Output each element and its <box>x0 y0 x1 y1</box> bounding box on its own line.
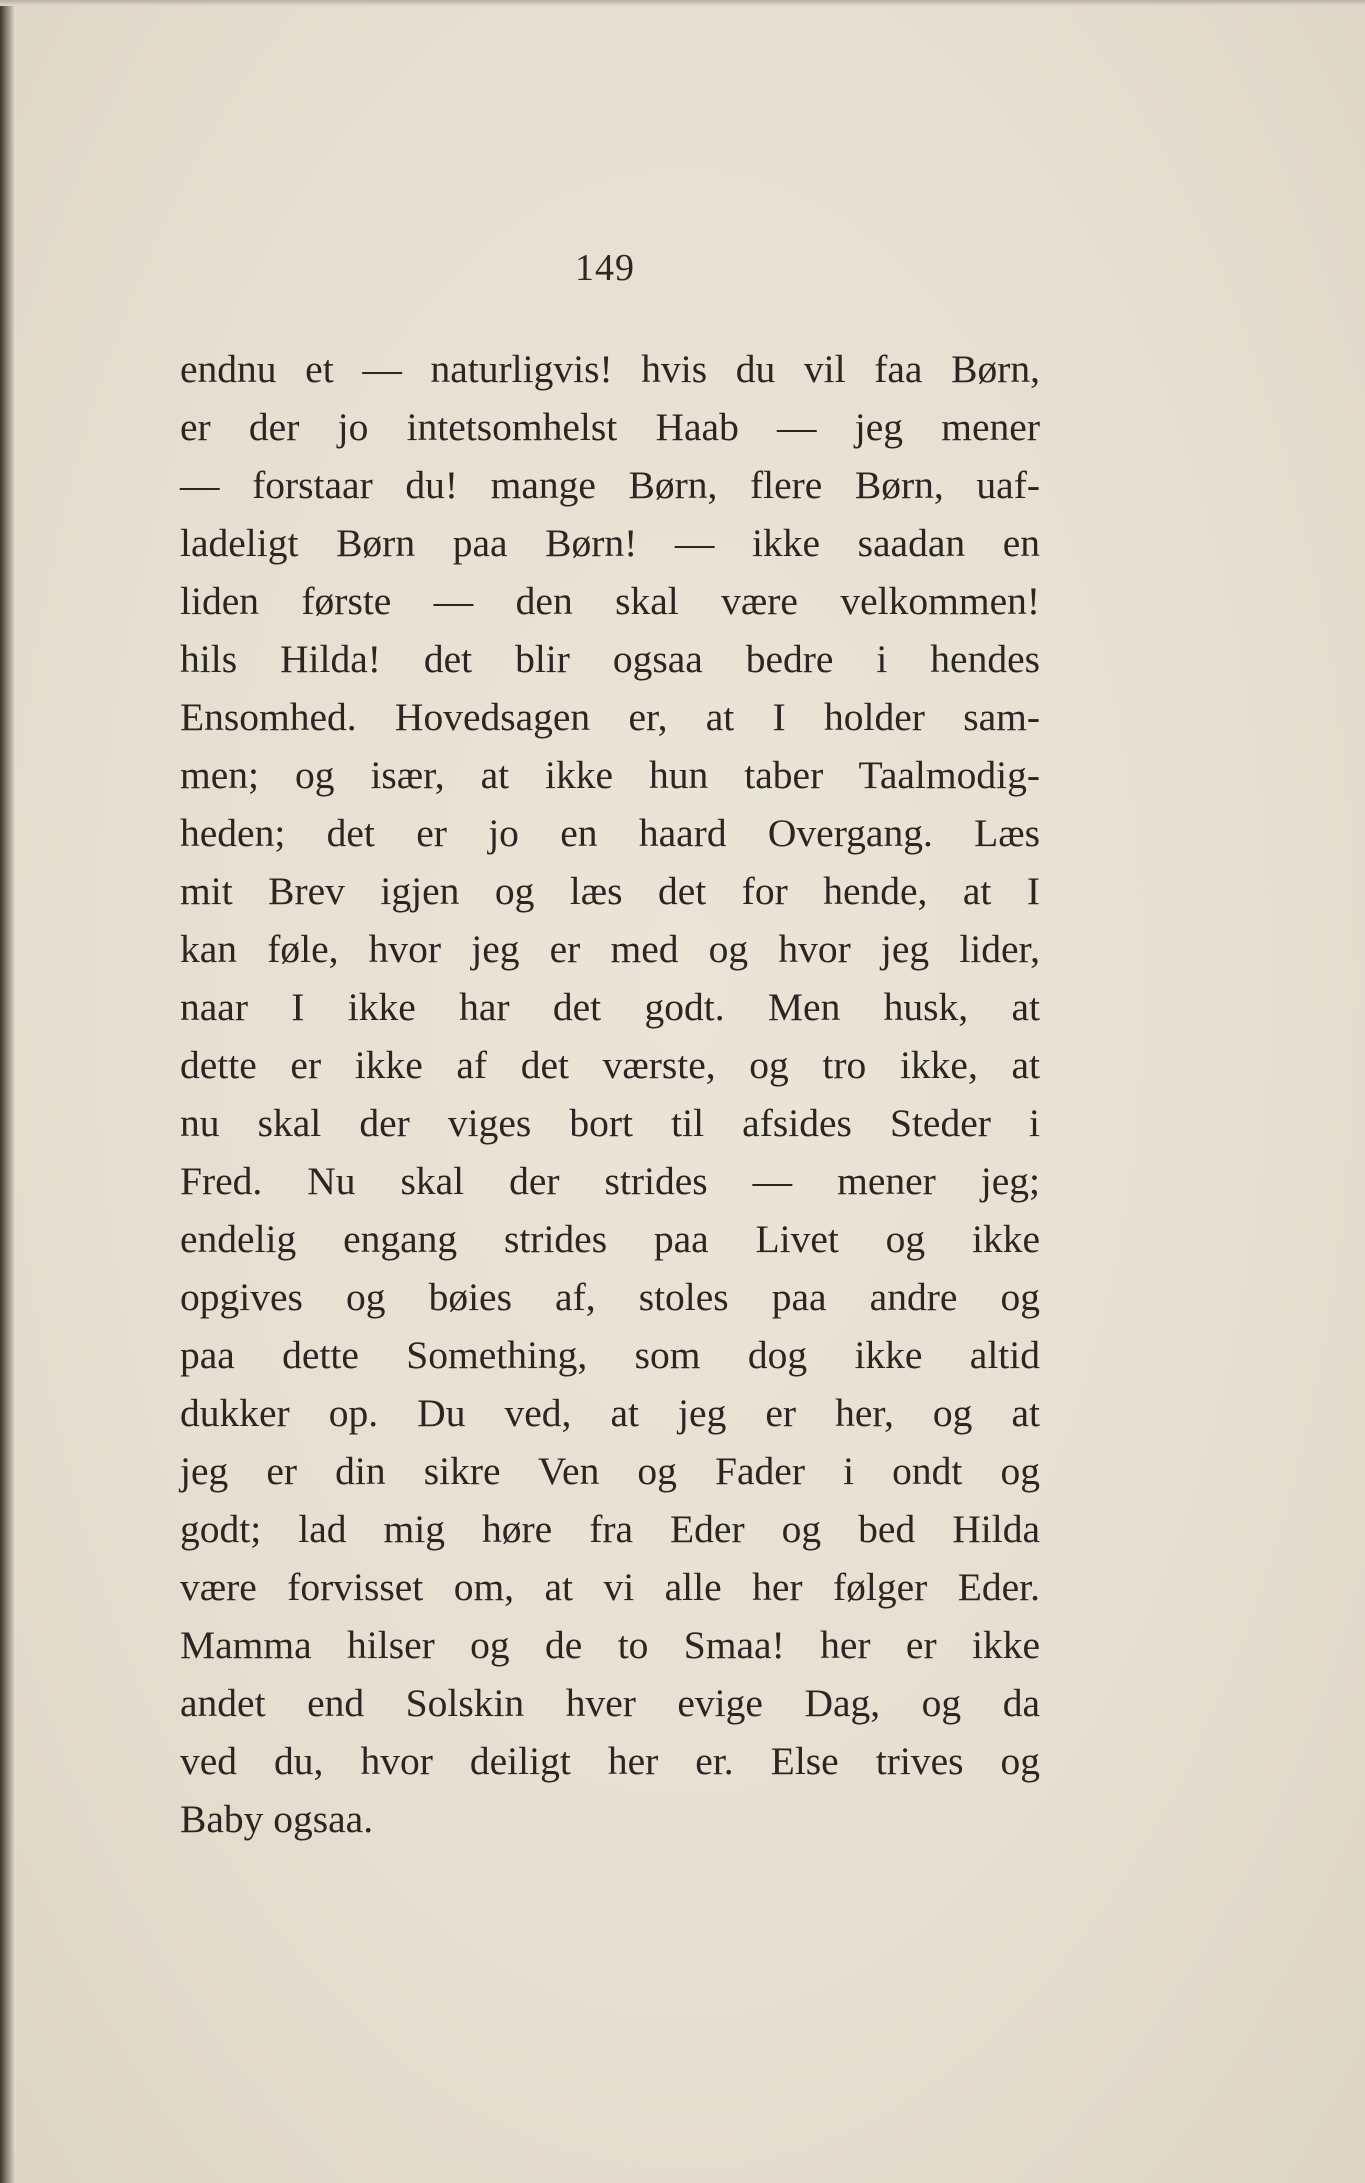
text-line: være forvisset om, at vi alle her følger Eder. <box>180 1565 1040 1609</box>
page-number: 149 <box>575 247 635 289</box>
text-line: Ensomhed. Hovedsagen er, at I holder sam- <box>180 695 1040 739</box>
text-line: heden; det er jo en haard Overgang. Læs <box>180 811 1040 855</box>
text-line-last: Baby ogsaa. <box>180 1797 374 1841</box>
text-line: men; og især, at ikke hun taber Taalmodig- <box>180 753 1040 797</box>
text-line: godt; lad mig høre fra Eder og bed Hilda <box>180 1507 1040 1551</box>
text-line: dette er ikke af det værste, og tro ikke, at <box>180 1043 1040 1087</box>
body-text <box>180 340 1040 1848</box>
text-line: dukker op. Du ved, at jeg er her, og at <box>180 1391 1040 1435</box>
page-top-edge <box>0 0 1365 6</box>
text-line: ladeligt Børn paa Børn! — ikke saadan en <box>180 521 1040 565</box>
text-line: opgives og bøies af, stoles paa andre og <box>180 1275 1040 1319</box>
text-line: endelig engang strides paa Livet og ikke <box>180 1217 1040 1261</box>
text-line: endnu et — naturligvis! hvis du vil faa Børn, <box>180 347 1040 391</box>
text-line: ved du, hvor deiligt her er. Else trives og <box>180 1739 1040 1783</box>
text-line: — forstaar du! mange Børn, flere Børn, uaf- <box>180 463 1040 507</box>
text-line: nu skal der viges bort til afsides Steder i <box>180 1101 1040 1145</box>
text-line: jeg er din sikre Ven og Fader i ondt og <box>180 1449 1040 1493</box>
text-line: hils Hilda! det blir ogsaa bedre i hendes <box>180 637 1040 681</box>
text-line: kan føle, hvor jeg er med og hvor jeg lider, <box>180 927 1040 971</box>
text-line: Fred. Nu skal der strides — mener jeg; <box>180 1159 1040 1203</box>
page-binding-edge <box>0 0 14 2183</box>
text-line: Mamma hilser og de to Smaa! her er ikke <box>180 1623 1040 1667</box>
text-line: mit Brev igjen og læs det for hende, at I <box>180 869 1040 913</box>
text-line: andet end Solskin hver evige Dag, og da <box>180 1681 1040 1725</box>
text-line: liden første — den skal være velkommen! <box>180 579 1040 623</box>
text-line: paa dette Something, som dog ikke altid <box>180 1333 1040 1377</box>
text-line: er der jo intetsomhelst Haab — jeg mener <box>180 405 1040 449</box>
text-line: naar I ikke har det godt. Men husk, at <box>180 985 1040 1029</box>
